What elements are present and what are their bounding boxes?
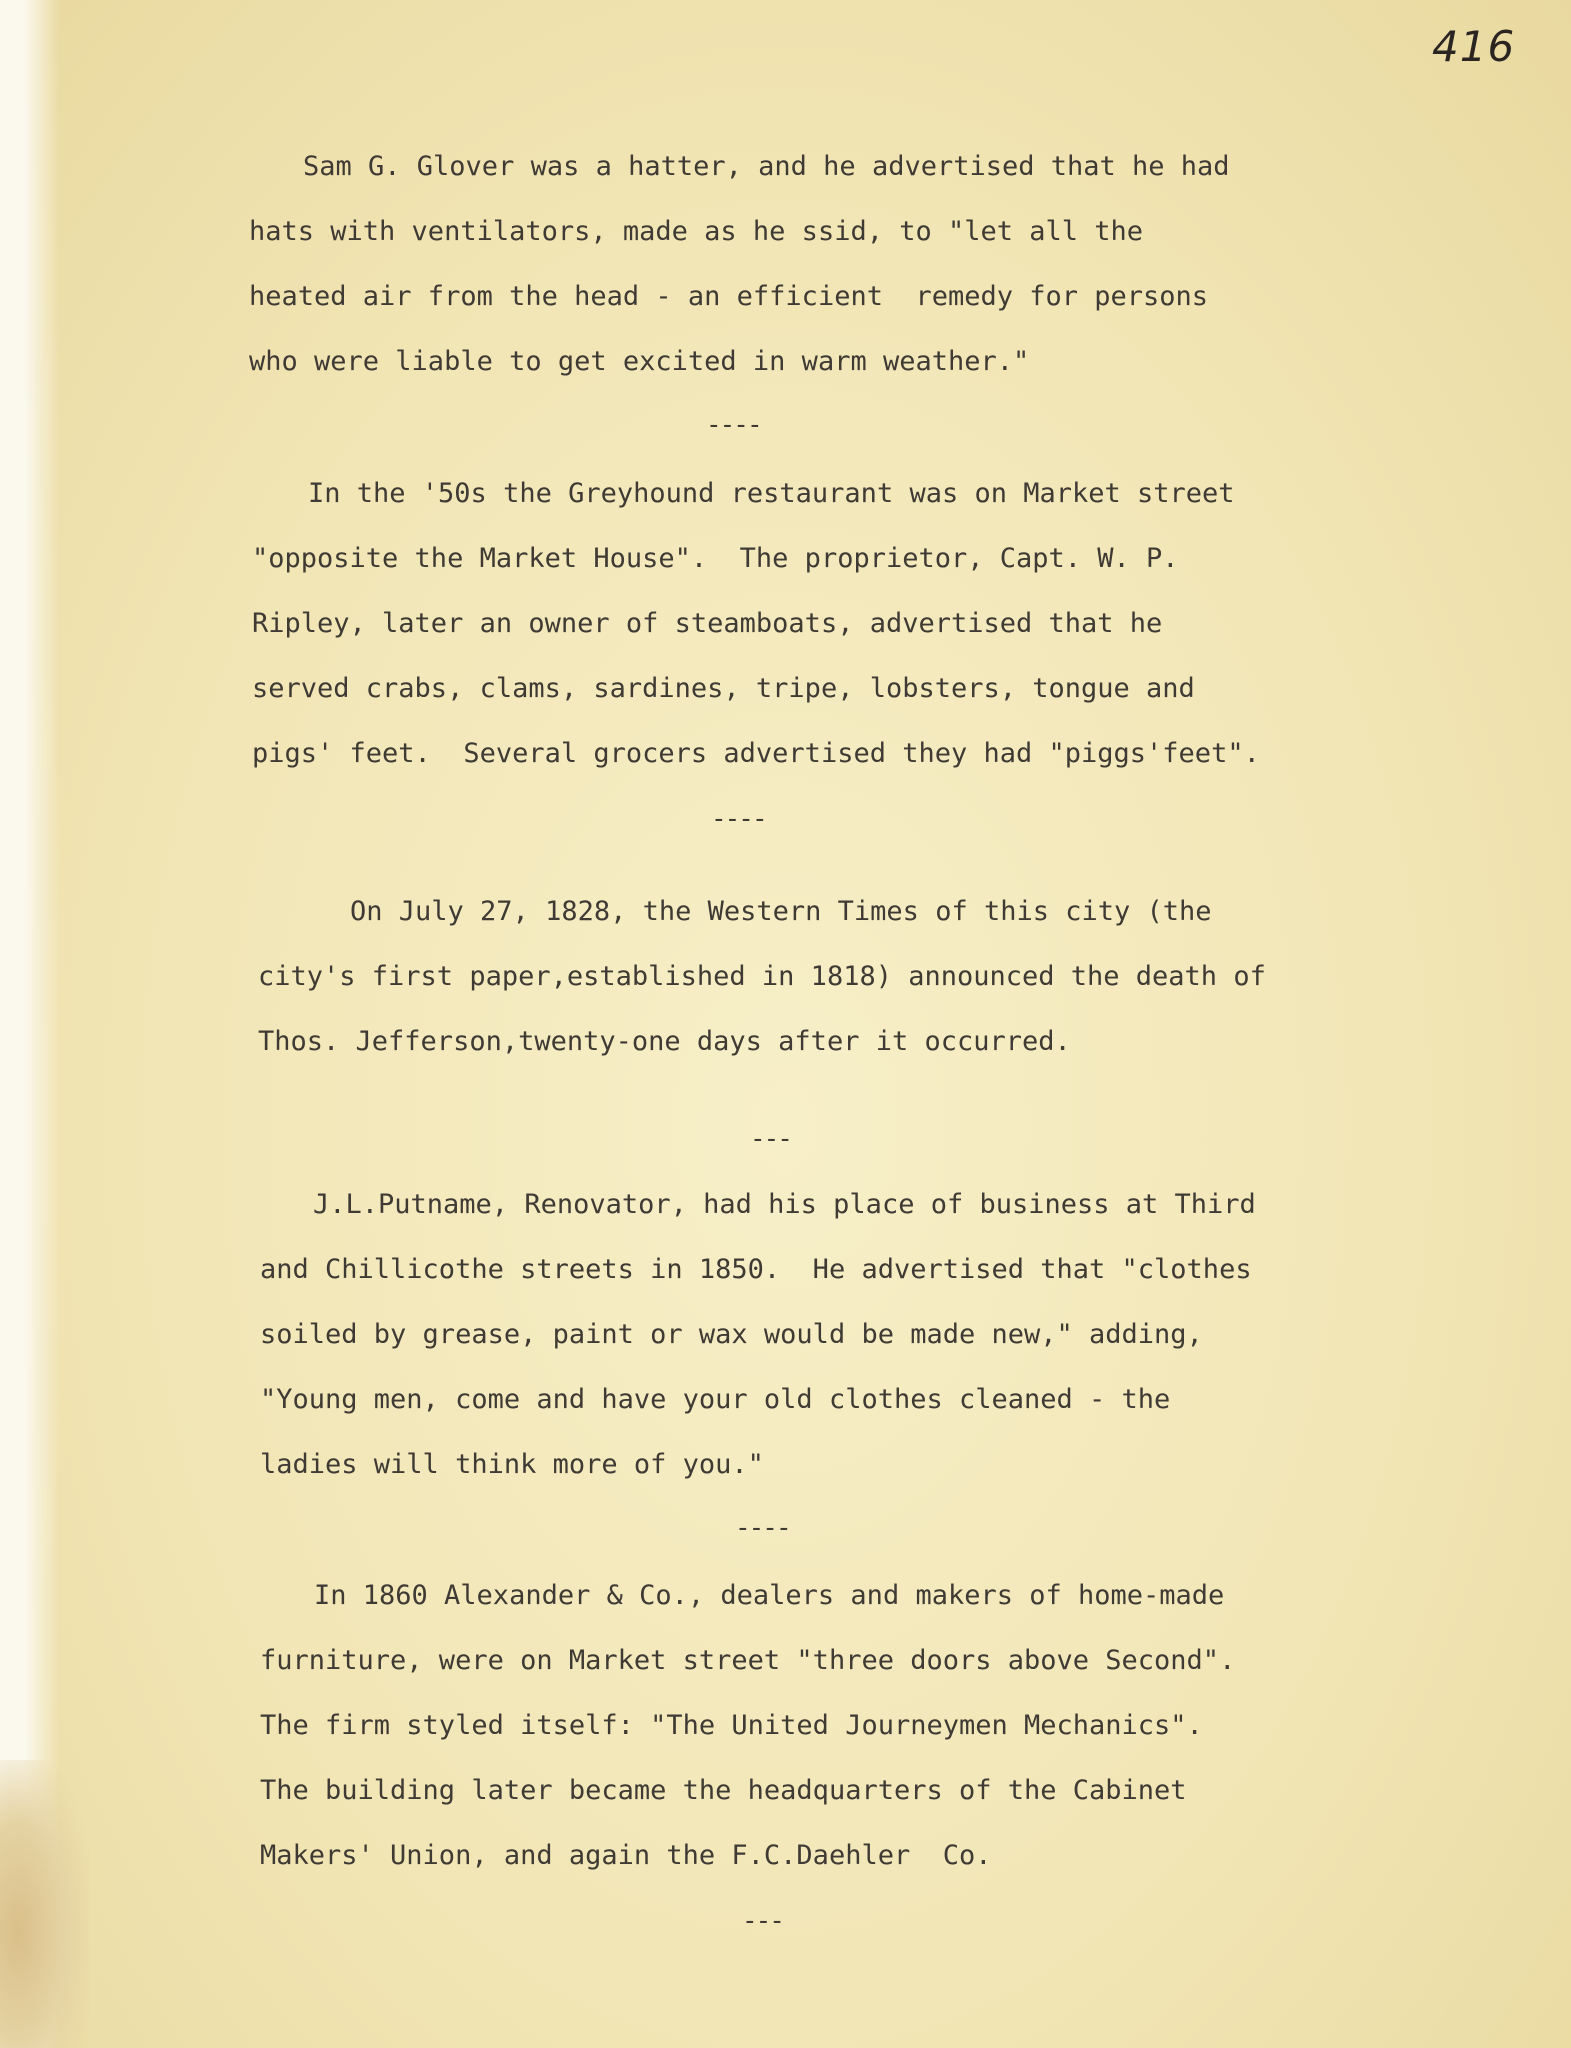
paragraph-1-line-4: who were liable to get excited in warm weather." — [249, 346, 1030, 377]
paragraph-1-line-1: Sam G. Glover was a hatter, and he advertised that he had — [303, 151, 1230, 182]
paragraph-3-line-2: city's first paper,established in 1818) announced the death of — [258, 961, 1266, 992]
paragraph-2-line-3: Ripley, later an owner of steamboats, advertised that he — [252, 608, 1163, 639]
paragraph-1-line-2: hats with ventilators, made as he ssid, to "let all the — [249, 216, 1144, 247]
separator-4: ---- — [735, 1513, 790, 1543]
paragraph-5-line-5: Makers' Union, and again the F.C.Daehler Co. — [260, 1840, 992, 1871]
paragraph-5-line-4: The building later became the headquarters of the Cabinet — [260, 1775, 1187, 1806]
paragraph-2-line-4: served crabs, clams, sardines, tripe, lobsters, tongue and — [252, 673, 1195, 704]
separator-5: --- — [742, 1906, 783, 1936]
paragraph-4-line-3: soiled by grease, paint or wax would be made new," adding, — [260, 1319, 1203, 1350]
paragraph-2-line-1: In the '50s the Greyhound restaurant was on Market street — [308, 478, 1235, 509]
paragraph-4-line-5: ladies will think more of you." — [260, 1449, 764, 1480]
paragraph-5-line-2: furniture, were on Market street "three doors above Second". — [260, 1645, 1236, 1676]
separator-1: ---- — [706, 410, 761, 440]
paper-stain — [0, 1760, 90, 2048]
paragraph-2-line-2: "opposite the Market House". The proprietor, Capt. W. P. — [252, 543, 1179, 574]
paragraph-3-line-1: On July 27, 1828, the Western Times of this city (the — [350, 896, 1212, 927]
paragraph-1-line-3: heated air from the head - an efficient remedy for persons — [249, 281, 1209, 312]
paragraph-5-line-3: The firm styled itself: "The United Journeymen Mechanics". — [260, 1710, 1203, 1741]
paragraph-2-line-5: pigs' feet. Several grocers advertised they had "piggs'feet". — [252, 738, 1260, 769]
paragraph-3-line-3: Thos. Jefferson,twenty-one days after it occurred. — [258, 1026, 1071, 1057]
separator-3: --- — [750, 1124, 791, 1154]
paragraph-4-line-2: and Chillicothe streets in 1850. He advertised that "clothes — [260, 1254, 1252, 1285]
torn-edge — [0, 0, 60, 2048]
paragraph-5-line-1: In 1860 Alexander & Co., dealers and makers of home-made — [314, 1580, 1225, 1611]
page-number: 416 — [1432, 22, 1516, 71]
separator-2: ---- — [711, 804, 766, 834]
paragraph-4-line-1: J.L.Putname, Renovator, had his place of business at Third — [313, 1189, 1256, 1220]
paragraph-4-line-4: "Young men, come and have your old clothes cleaned - the — [260, 1384, 1171, 1415]
